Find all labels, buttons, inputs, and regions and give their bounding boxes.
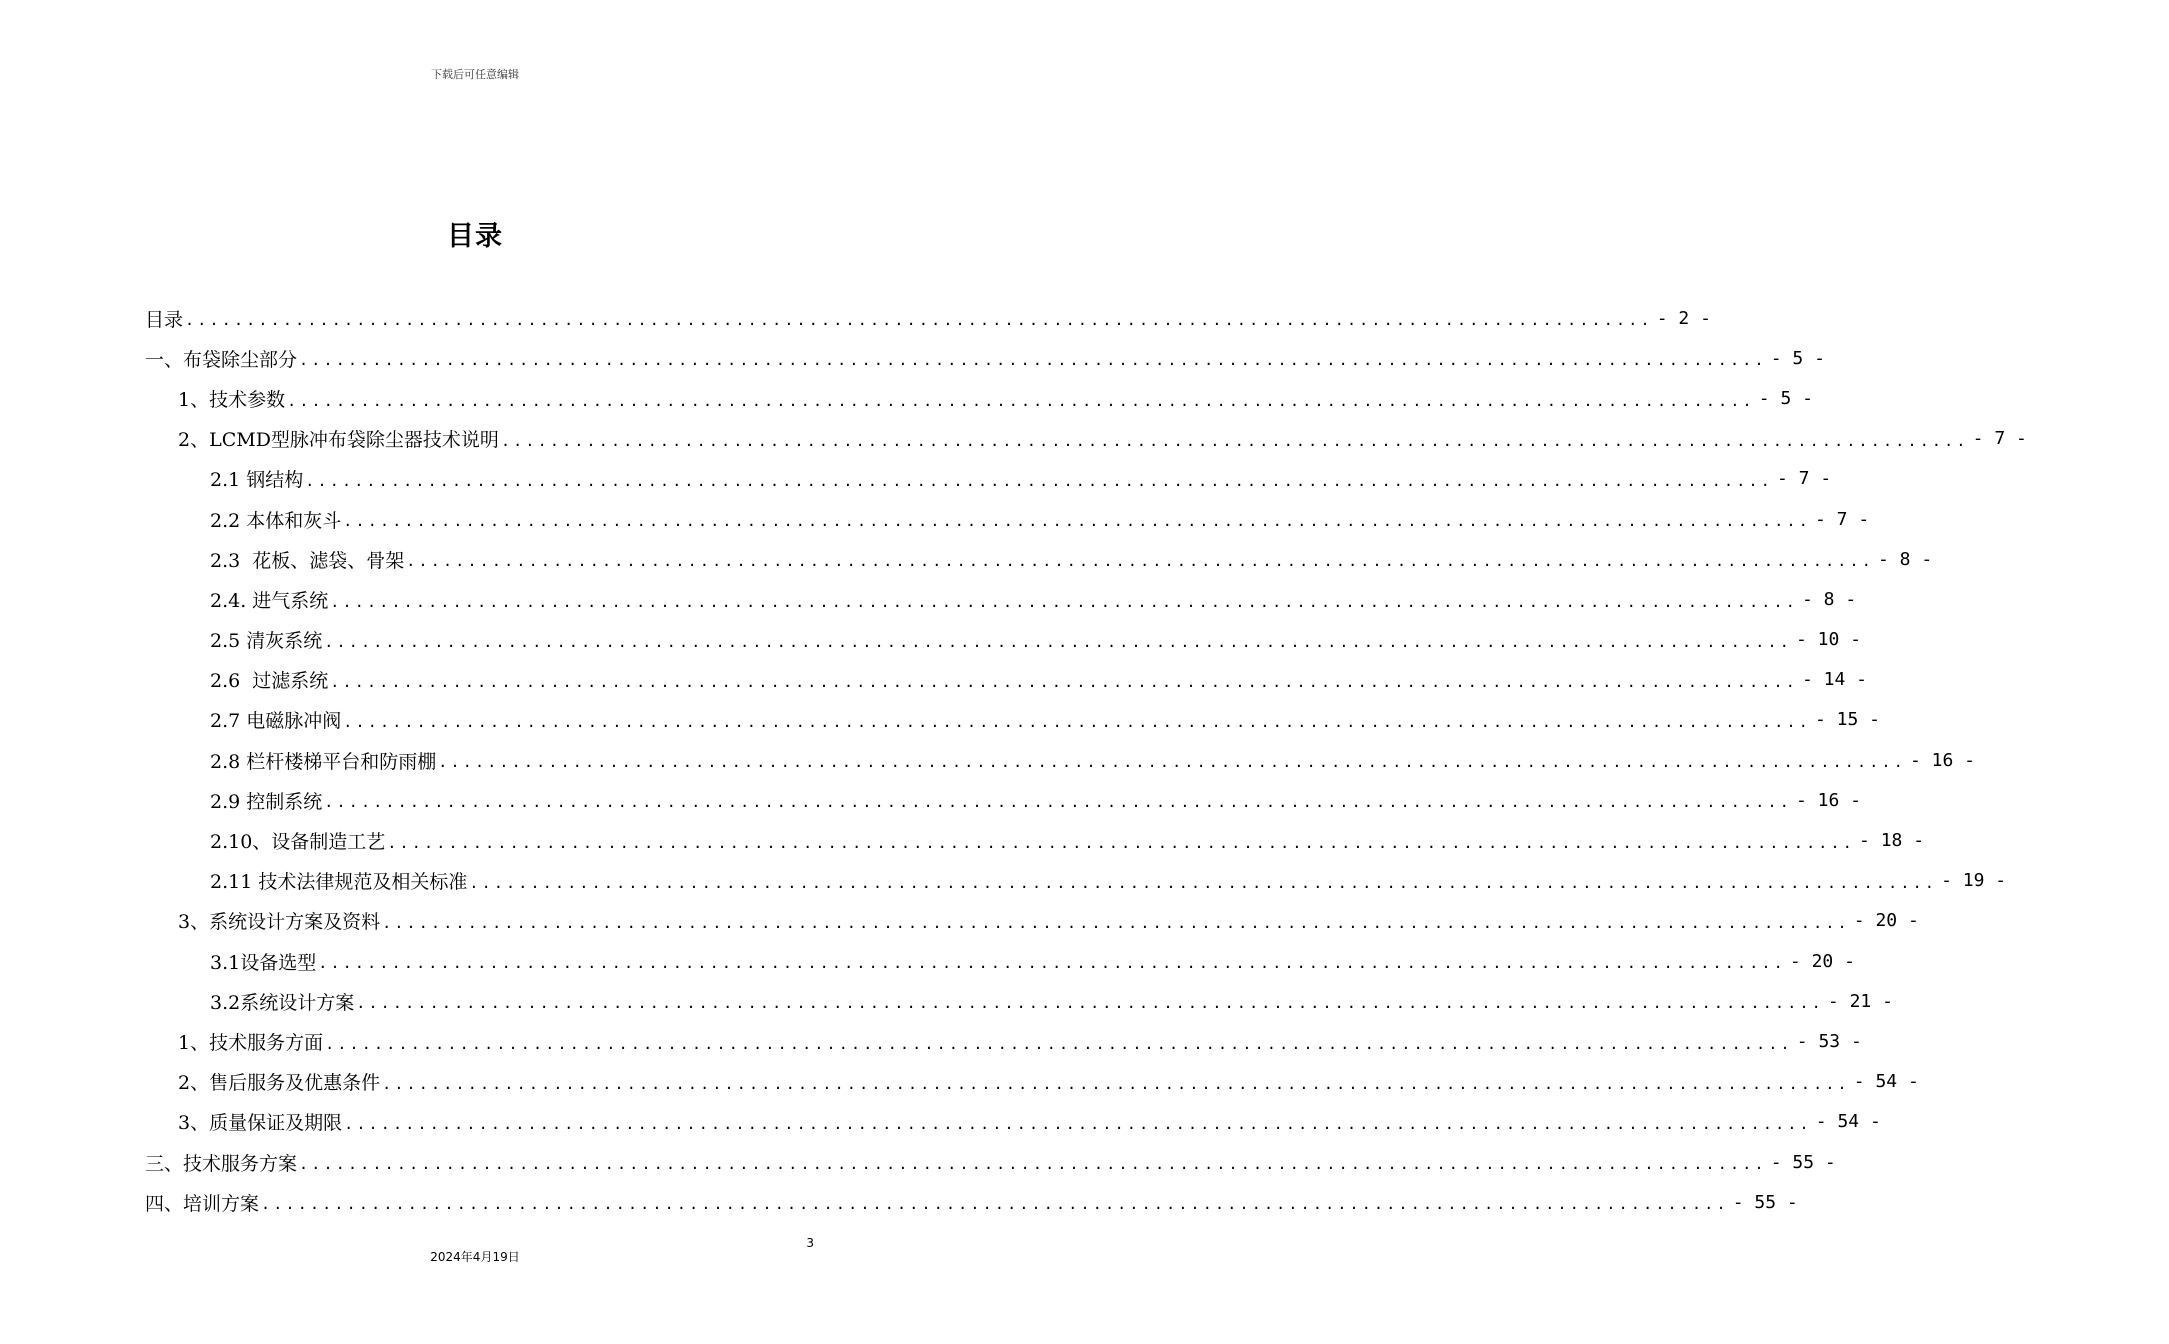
toc-entry-page: - 54 -: [1853, 1071, 1919, 1093]
toc-entry-page: - 55 -: [1770, 1151, 1836, 1173]
toc-entry-title: 2.11 技术法律规范及相关标准: [210, 871, 468, 894]
toc-leader-dots: ........................................................................................................................: [382, 1074, 1850, 1093]
toc-leader-dots: ........................................................................................................................: [343, 713, 1811, 732]
toc-leader-dots: ........................................................................................................................: [299, 351, 1767, 370]
toc-entry[interactable]: [0, 700, 1880, 740]
toc-entry[interactable]: [0, 338, 1825, 378]
table-of-contents: [0, 298, 2027, 1222]
toc-entry-page: - 8 -: [1802, 588, 1857, 610]
toc-entry-title: 目录: [145, 308, 184, 331]
toc-entry[interactable]: [0, 1062, 1919, 1102]
toc-entry[interactable]: [0, 1142, 1836, 1182]
toc-entry-page: - 7 -: [1972, 428, 2027, 450]
toc-leader-dots: ........................................................................................................................: [325, 1034, 1793, 1053]
toc-entry-title: 2.5 清灰系统: [210, 630, 323, 653]
toc-leader-dots: ........................................................................................................................: [343, 512, 1811, 531]
footer-date: 2024年4月19日: [430, 1250, 520, 1264]
toc-entry-page: - 21 -: [1827, 990, 1893, 1012]
toc-entry-title: 2.2 本体和灰斗: [210, 509, 342, 532]
toc-entry[interactable]: [0, 459, 1832, 499]
toc-entry-title: 四、培训方案: [145, 1192, 260, 1215]
toc-entry-page: - 20 -: [1853, 910, 1919, 932]
toc-leader-dots: ........................................................................................................................: [344, 1114, 1812, 1133]
toc-entry-page: - 20 -: [1789, 950, 1855, 972]
toc-entry-page: - 18 -: [1859, 830, 1925, 852]
toc-entry-page: - 10 -: [1795, 629, 1861, 651]
toc-entry-title: 3.1设备选型: [210, 951, 317, 974]
toc-entry[interactable]: [0, 499, 1870, 539]
page-title: 目录: [447, 221, 503, 252]
toc-entry-title: 一、布袋除尘部分: [145, 348, 298, 371]
toc-entry-page: - 53 -: [1796, 1030, 1862, 1052]
toc-leader-dots: ........................................................................................................................: [299, 1155, 1767, 1174]
toc-leader-dots: ........................................................................................................................: [500, 431, 1969, 450]
toc-entry[interactable]: [0, 298, 1711, 338]
toc-entry-title: 3、质量保证及期限: [178, 1112, 343, 1135]
toc-entry-title: 三、技术服务方案: [145, 1152, 298, 1175]
toc-entry-title: 2.7 电磁脉冲阀: [210, 710, 342, 733]
toc-entry[interactable]: [0, 740, 1975, 780]
toc-entry-title: 2.3 花板、滤袋、骨架: [210, 549, 405, 572]
toc-entry[interactable]: [0, 1021, 1862, 1061]
toc-entry-page: - 14 -: [1802, 669, 1868, 691]
toc-entry-page: - 55 -: [1732, 1191, 1798, 1213]
toc-entry[interactable]: [0, 539, 1933, 579]
toc-entry[interactable]: [0, 419, 2027, 459]
toc-entry-title: 1、技术服务方面: [178, 1031, 324, 1054]
toc-entry[interactable]: [0, 941, 1855, 981]
toc-entry-page: - 16 -: [1795, 789, 1861, 811]
toc-entry[interactable]: [0, 378, 1813, 418]
toc-entry-title: 3、系统设计方案及资料: [178, 911, 381, 934]
toc-entry[interactable]: [0, 901, 1919, 941]
toc-entry-page: - 8 -: [1878, 548, 1933, 570]
toc-leader-dots: ........................................................................................................................: [324, 632, 1792, 651]
toc-entry-page: - 5 -: [1758, 387, 1813, 409]
toc-entry-page: - 19 -: [1941, 870, 2007, 892]
toc-leader-dots: ........................................................................................................................: [305, 471, 1773, 490]
toc-entry-title: 2.9 控制系统: [210, 790, 323, 813]
toc-entry-title: 2.6 过滤系统: [210, 670, 329, 693]
toc-leader-dots: ........................................................................................................................: [469, 873, 1938, 892]
toc-leader-dots: ........................................................................................................................: [261, 1195, 1729, 1214]
toc-entry-page: - 7 -: [1776, 468, 1832, 490]
toc-entry[interactable]: [0, 620, 1861, 660]
toc-entry[interactable]: [0, 1182, 1798, 1222]
toc-entry[interactable]: [0, 660, 1868, 700]
toc-entry-title: 2.8 栏杆楼梯平台和防雨棚: [210, 750, 437, 773]
toc-leader-dots: ........................................................................................................................: [382, 914, 1850, 932]
toc-leader-dots: ........................................................................................................................: [406, 552, 1874, 571]
toc-entry-title: 1、技术参数: [178, 388, 286, 411]
toc-entry[interactable]: [0, 1102, 1881, 1142]
toc-entry[interactable]: [0, 861, 2007, 901]
toc-leader-dots: ........................................................................................................................: [387, 833, 1856, 852]
toc-entry-page: - 15 -: [1814, 709, 1880, 731]
toc-leader-dots: ........................................................................................................................: [330, 672, 1798, 691]
toc-entry[interactable]: [0, 780, 1861, 820]
toc-entry-title: 2.10、设备制造工艺: [210, 831, 386, 854]
toc-entry-title: 2.1 钢结构: [210, 469, 304, 492]
toc-entry-page: - 16 -: [1909, 749, 1975, 771]
toc-entry-page: - 5 -: [1770, 347, 1825, 369]
toc-leader-dots: ........................................................................................................................: [185, 311, 1653, 330]
toc-entry-title: 2、售后服务及优惠条件: [178, 1072, 381, 1095]
toc-entry[interactable]: [0, 981, 1893, 1021]
header-note: 下载后可任意编辑: [431, 68, 519, 81]
toc-leader-dots: ........................................................................................................................: [287, 391, 1755, 410]
toc-leader-dots: ........................................................................................................................: [324, 793, 1792, 812]
toc-entry-page: - 7 -: [1814, 508, 1870, 530]
toc-entry-title: 2、LCMD型脉冲布袋除尘器技术说明: [178, 429, 499, 452]
toc-entry[interactable]: [0, 820, 1925, 860]
toc-leader-dots: ........................................................................................................................: [356, 994, 1824, 1013]
toc-entry-page: - 54 -: [1815, 1111, 1881, 1133]
toc-entry-page: - 2 -: [1656, 307, 1711, 329]
toc-entry-title: 3.2系统设计方案: [210, 991, 355, 1014]
page-number: 3: [806, 1236, 814, 1250]
toc-entry-title: 2.4. 进气系统: [210, 589, 329, 612]
toc-leader-dots: ........................................................................................................................: [318, 954, 1786, 973]
toc-entry[interactable]: [0, 579, 1857, 619]
toc-leader-dots: ........................................................................................................................: [438, 753, 1906, 772]
toc-leader-dots: ........................................................................................................................: [330, 592, 1798, 611]
